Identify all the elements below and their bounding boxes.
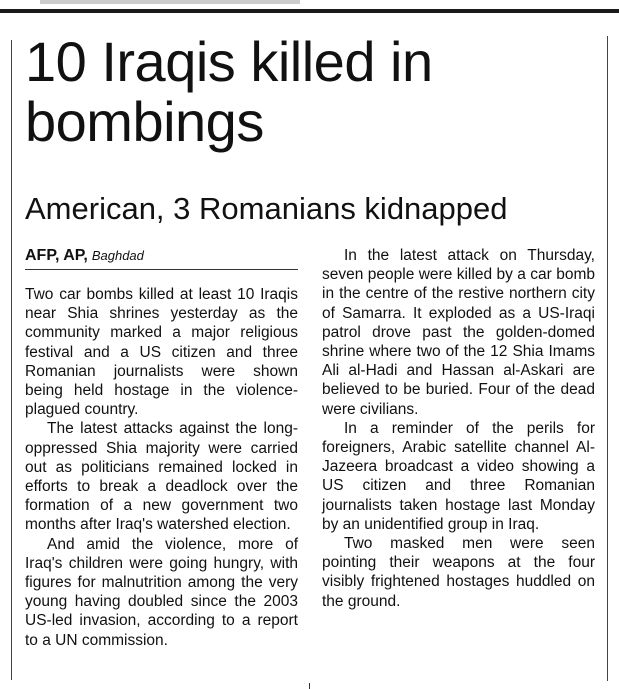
headline: 10 Iraqis killed in bombings [25,30,433,153]
paragraph: Two car bombs killed at least 10 Iraqis near Shia shrines yesterday as the community marked a major religious festival and a US citizen and three Romanian journalists were shown being held hostage in the violence-plagued country. [25,286,298,419]
left-column [25,285,298,650]
byline [25,246,144,266]
byline-rule [25,269,298,270]
byline-agency: AFP, AP, [25,247,88,264]
top-rule [0,9,619,13]
byline-dateline: Baghdad [91,248,144,263]
paragraph: In the latest attack on Thursday, seven people were killed by a car bomb in the centre of the restive northern city of Samarra. It exploded as a US-Iraqi patrol drove past the golden-domed shrine where two of the 12 Shia Imams Ali al-Hadi and Hassan al-Askari are believed to be buried. Four of the dead were civilians. [322,247,595,418]
left-column-rule [11,40,12,680]
top-page-fragment [40,0,300,4]
paragraph: In a reminder of the perils for foreigners, Arabic satellite channel Al-Jazeera broadcast a video showing a US citizen and three Romanian journalists taken hostage last Monday by an unidentified group in Iraq. [322,419,595,533]
right-column-rule [607,36,608,681]
paragraph: And amid the violence, more of Iraq's children were going hungry, with figures for malnutrition among the very young having doubled since the 2003 US-led invasion, according to a report to a UN commission. [25,535,298,649]
bottom-tick [309,683,310,689]
right-column [322,246,595,611]
subheadline: American, 3 Romanians kidnapped [25,191,508,226]
paragraph: Two masked men were seen pointing their weapons at the four visibly frightened hostages huddled on the ground. [322,535,595,610]
paragraph: The latest attacks against the long-oppressed Shia majority were carried out as politicians remained locked in efforts to break a deadlock over the formation of a new government two months after Iraq's watershed election. [25,420,298,534]
